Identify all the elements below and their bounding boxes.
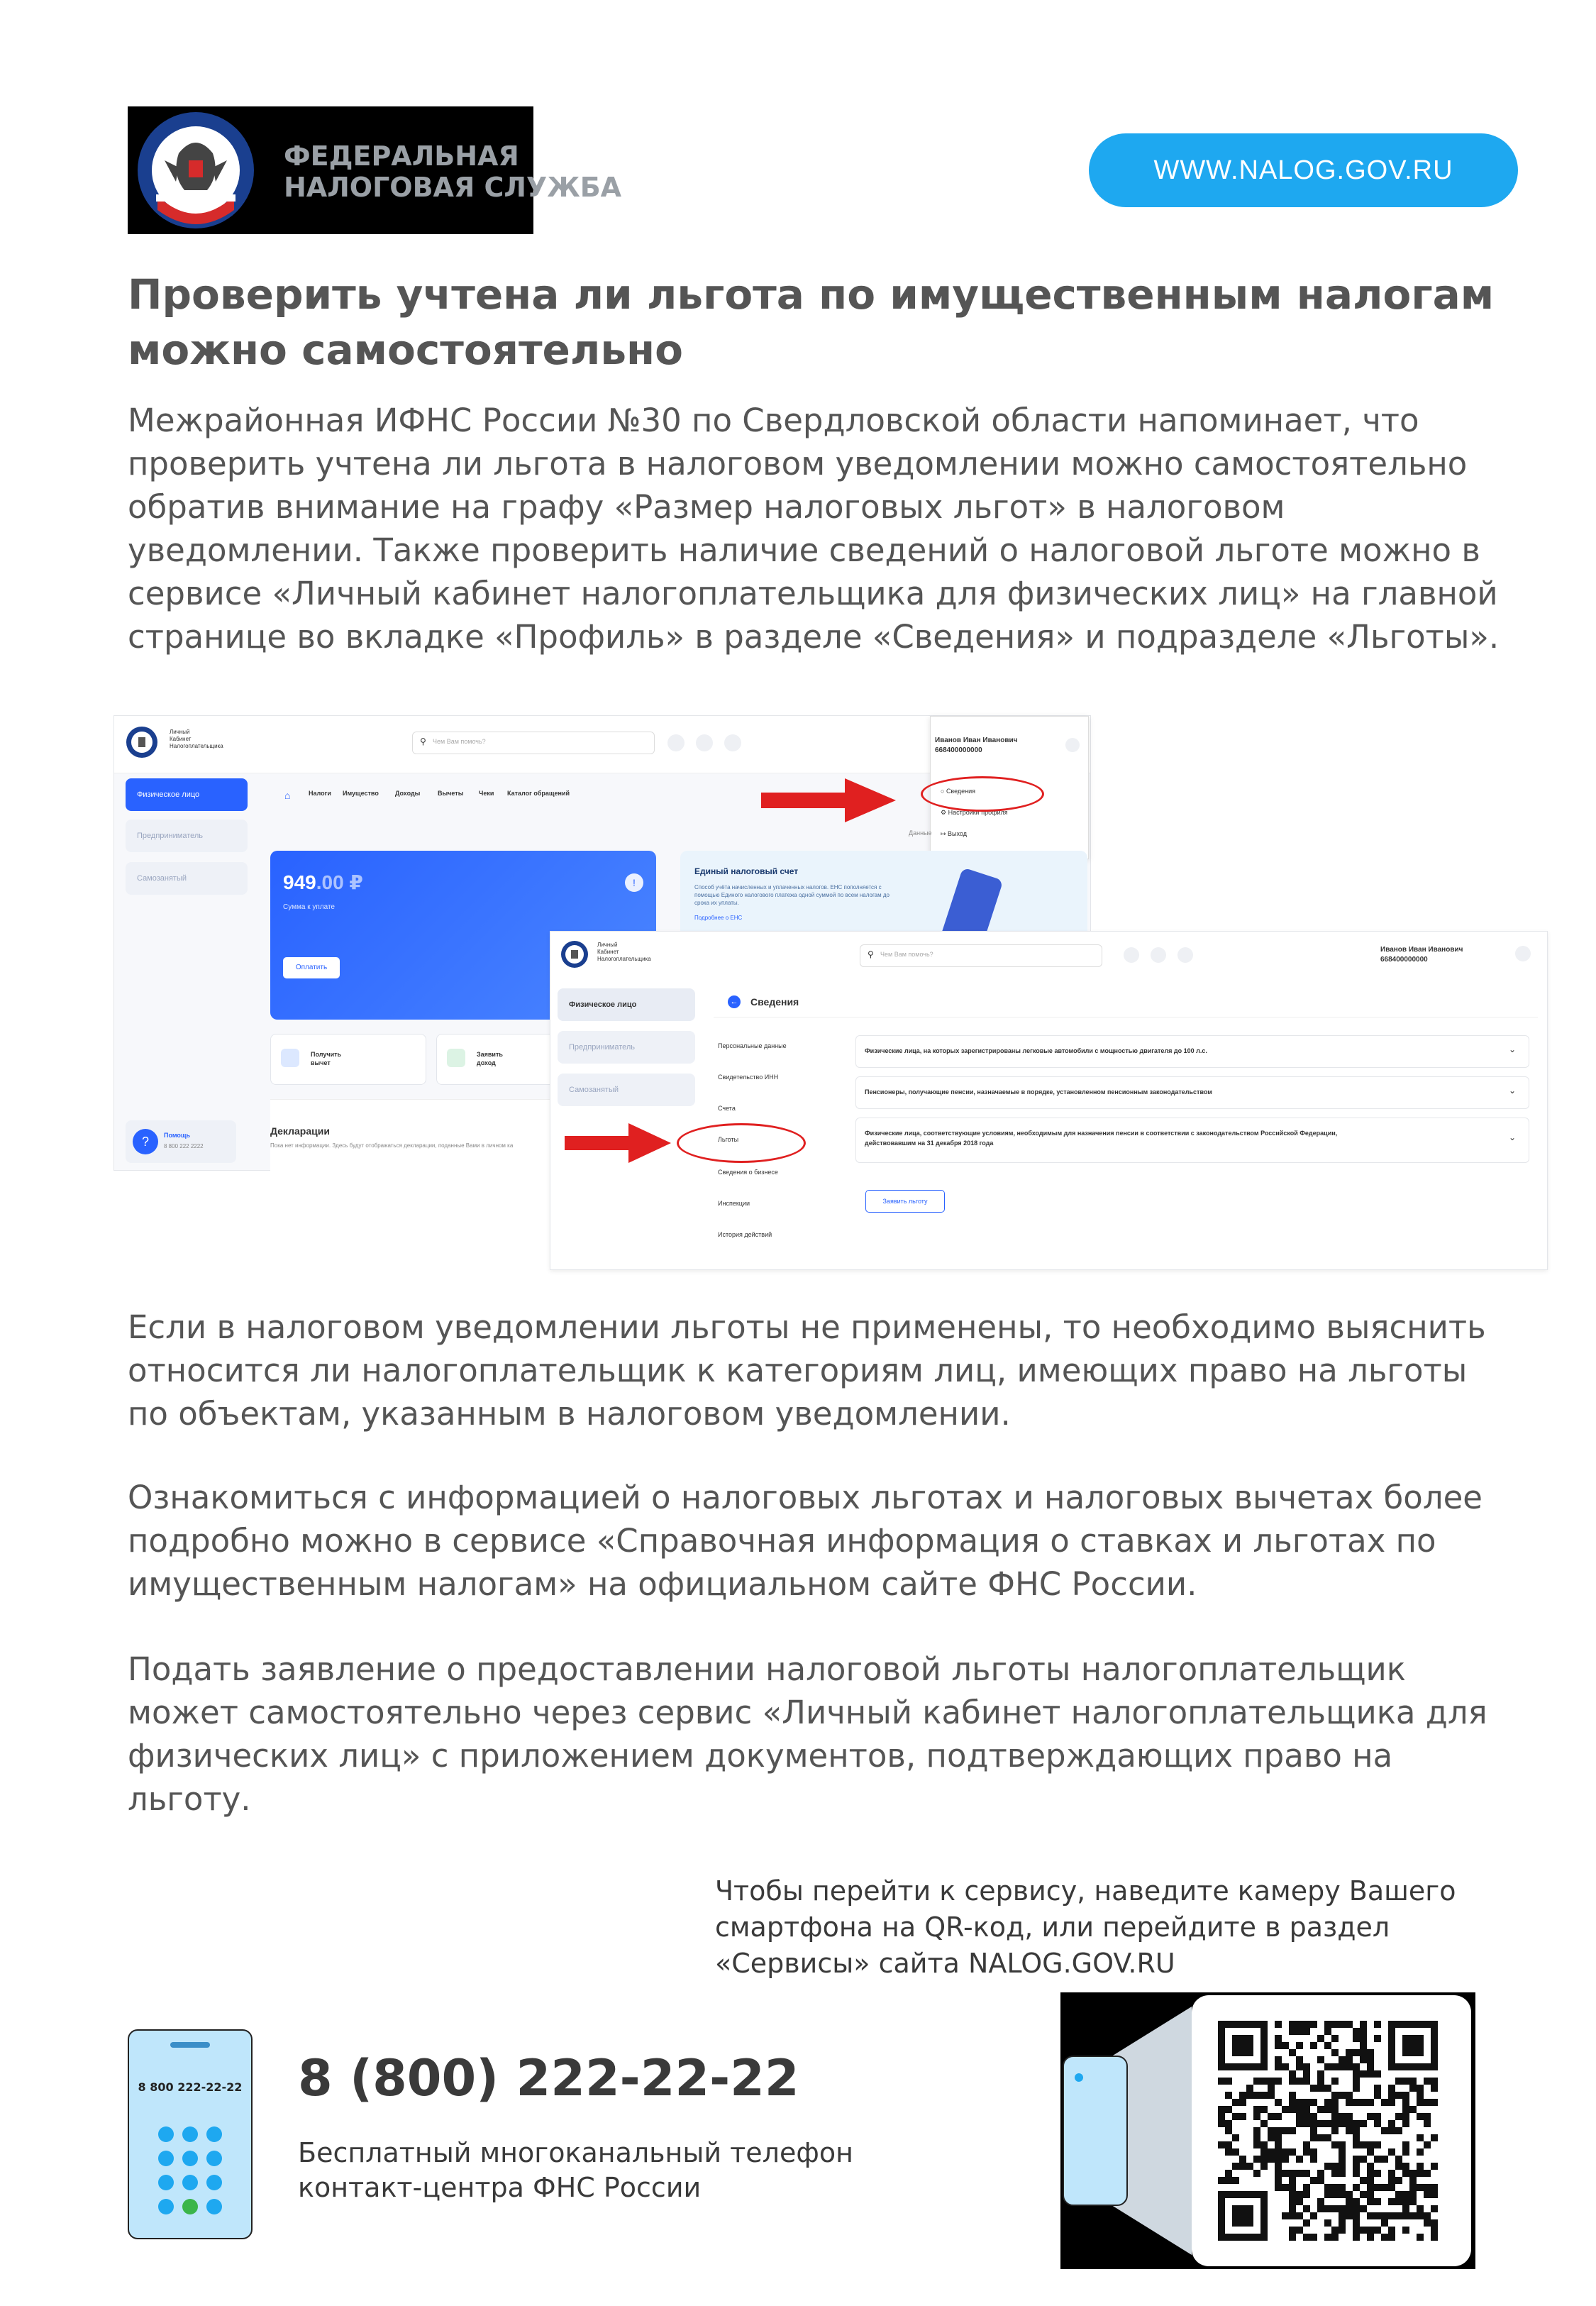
nav-item[interactable]: Доходы — [395, 790, 421, 797]
highlight-ellipse — [677, 1123, 806, 1163]
info-icon[interactable]: ! — [625, 873, 643, 892]
phone-icon — [128, 2029, 253, 2239]
mail-icon[interactable] — [1124, 947, 1139, 963]
balance-card: 949.00 ₽ Сумма к уплате ! Оплатить — [270, 851, 656, 1020]
apply-benefit-button[interactable]: Заявить льготу — [865, 1190, 945, 1213]
paragraph-not-applied: Если в налоговом уведомлении льготы не применены, то необходимо выяснить относится ли налогоплательщик к категориям лиц, имеющих право на льготы по объектам, указанным в налоговом уведомлении. — [128, 1308, 1486, 1433]
nav-item[interactable]: Имущество — [343, 790, 379, 797]
side-fiz-lico[interactable]: Физическое лицо — [558, 988, 695, 1021]
pay-button[interactable]: Оплатить — [283, 957, 340, 978]
benefit-row[interactable]: Физические лица, на которых зарегистрированы легковые автомобили с мощностью двигателя до 100 л.с. ⌄ — [855, 1035, 1529, 1068]
bulb-icon[interactable] — [724, 734, 741, 751]
subnav-item[interactable]: Персональные данные — [718, 1042, 787, 1049]
chevron-down-icon: ⌄ — [1509, 1132, 1517, 1142]
red-arrow-icon — [761, 778, 896, 822]
nav-item[interactable]: Чеки — [479, 790, 494, 797]
chevron-down-icon: ⌄ — [1509, 1044, 1517, 1054]
qr-block — [1060, 1992, 1475, 2269]
side-predprinimatel[interactable]: Предприниматель — [558, 1031, 695, 1064]
search-icon: ⚲ — [420, 737, 426, 746]
menu-item-logout[interactable]: ↦ Выход — [941, 830, 967, 837]
subnav-item[interactable]: История действий — [718, 1231, 772, 1238]
page-title: Проверить учтена ли льгота по имущественным налогам можно самостоятельно — [128, 270, 1495, 374]
ens-card: Единый налоговый счет Способ учёта начисленных и уплаченных налогов. ЕНС пополняется с помощью Единого налогового платежа одной суммой по всем налогам до срока их уплаты. Подробнее о ЕНС — [680, 851, 1087, 971]
paragraph-reference: Ознакомиться с информацией о налоговых льготах и налоговых вычетах более подробно можно в сервисе «Справочная информация о ставках и льготах по имущественным налогам» на официальном сайте ФНС России. — [128, 1479, 1483, 1603]
bulb-icon[interactable] — [1177, 947, 1193, 963]
subnav-item[interactable]: Счета — [718, 1105, 736, 1112]
side-fiz-lico[interactable]: Физическое лицо — [126, 778, 248, 811]
lk-emblem-icon — [126, 726, 158, 758]
mail-icon[interactable] — [667, 734, 685, 751]
logo-text-line2: НАЛОГОВАЯ СЛУЖБА — [284, 172, 622, 203]
user-icon[interactable] — [1515, 946, 1531, 961]
screenshot-lk-svedeniya: Личный Кабинет Налогоплательщика ⚲ Чем Вам помочь? Иванов Иван Иванович 668400000000 Физическое лицо Предприниматель Самозанятый ← Сведения Персональные данные Свидетельство ИНН Счета Льготы Сведения о бизнесе Инспекции История действий Физические лица, на которых зарегистрированы легковые автомобили с мощностью двигателя до 100 л.с. ⌄ Пенсионеры, получающие пенсии, назначаемые в порядке, установленном пенсионным законодательством ⌄ Физические лица, соответствующие условиям, необходимым для назначения пенсии в соответствии с законодательством Российской Федерации, действовавшим на 31 декабря 2018 года ⌄ Заявить льготу — [550, 931, 1548, 1270]
help-box[interactable]: ? Помощь 8 800 222 2222 — [126, 1120, 236, 1163]
qr-code-icon[interactable] — [1218, 2021, 1438, 2241]
fns-logo — [128, 106, 622, 234]
tile-declare-income[interactable]: Заявить доход — [436, 1034, 592, 1085]
logo-text-line1: ФЕДЕРАЛЬНАЯ — [284, 140, 519, 172]
side-samozanyatyi[interactable]: Самозанятый — [126, 862, 248, 895]
home-icon[interactable]: ⌂ — [284, 790, 291, 801]
phone-screen-number: 8 800 222-22-22 — [138, 2080, 243, 2094]
paragraph-intro: Межрайонная ИФНС России №30 по Свердловской области напоминает, что проверить учтена ли льгота в налоговом уведомлении можно самостоятельно обратив внимание на графу «Размер налоговых льгот» в налоговом уведомлении. Также проверить наличие сведений о налоговой льготе можно в сервисе «Личный кабинет налогоплательщика для физических лиц» на главной странице во вкладке «Профиль» в разделе «Сведения» и подразделе «Льготы». — [128, 402, 1500, 656]
menu-item-svedeniya[interactable]: ○ Сведения — [941, 788, 976, 795]
deduction-icon — [281, 1049, 299, 1067]
hotline-caption: Бесплатный многоканальный телефон контакт-центра ФНС России — [298, 2137, 853, 2203]
lk-brand: Личный Кабинет Налогоплательщика — [170, 729, 223, 749]
profile-dropdown: Иванов Иван Иванович 668400000000 ○ Сведения ⚙ Настройки профиля ↦ Выход — [930, 716, 1089, 859]
lk-search-input[interactable]: ⚲ Чем Вам помочь? — [412, 732, 655, 754]
red-arrow-icon — [565, 1123, 671, 1163]
subnav-item-lgoty[interactable]: Льготы — [718, 1136, 739, 1143]
help-icon: ? — [133, 1129, 158, 1154]
highlight-ellipse — [921, 776, 1044, 812]
qr-caption: Чтобы перейти к сервису, наведите камеру Вашего смартфона на QR-код, или перейдите в раздел «Сервисы» сайта NALOG.GOV.RU — [715, 1875, 1456, 1979]
user-icon[interactable] — [1065, 738, 1080, 752]
nav-item[interactable]: Вычеты — [438, 790, 464, 797]
lk-emblem-icon — [560, 940, 589, 969]
benefit-row[interactable]: Пенсионеры, получающие пенсии, назначаемые в порядке, установленном пенсионным законодательством ⌄ — [855, 1076, 1529, 1109]
nav-item[interactable]: Каталог обращений — [507, 790, 570, 797]
menu-item-settings[interactable]: ⚙ Настройки профиля — [941, 809, 1008, 816]
site-link-button[interactable]: WWW.NALOG.GOV.RU — [1089, 133, 1518, 207]
keypad-icon — [155, 2124, 226, 2218]
tile-get-deduction[interactable]: Получить вычет — [270, 1034, 426, 1085]
hotline-number[interactable]: 8 (800) 222-22-22 — [298, 2049, 799, 2107]
subnav-item[interactable]: Свидетельство ИНН — [718, 1074, 779, 1081]
subnav-item[interactable]: Инспекции — [718, 1200, 750, 1207]
benefit-row[interactable]: Физические лица, соответствующие условиям, необходимым для назначения пенсии в соответствии с законодательством Российской Федерации, действовавшим на 31 декабря 2018 года ⌄ — [855, 1118, 1529, 1163]
lk-brand: Личный Кабинет Налогоплательщика — [597, 942, 651, 962]
paragraph-apply: Подать заявление о предоставлении налоговой льготы налогоплательщик может самостоятельно через сервис «Личный кабинет налогоплательщика для физических лиц» с приложением документов, подтверждающих право на льготу. — [128, 1650, 1487, 1818]
eye-icon[interactable] — [1151, 947, 1166, 963]
section-header: ← Сведения — [714, 988, 1538, 1017]
income-icon — [447, 1049, 465, 1067]
lk-search-input[interactable]: ⚲ Чем Вам помочь? — [860, 944, 1102, 967]
eye-icon[interactable] — [696, 734, 713, 751]
subnav-item[interactable]: Сведения о бизнесе — [718, 1169, 778, 1176]
chevron-down-icon: ⌄ — [1509, 1086, 1517, 1096]
declarations-panel: Декларации Пока нет информации. Здесь будут отображаться декларации, поданные Вами в личном ка — [270, 1099, 667, 1178]
screenshot-lk-main: Личный Кабинет Налогоплательщика ⚲ Чем Вам помочь? Иванов Иван Иванович 668400000000 ○ Сведения ⚙ Настройки профиля ↦ Выход Физическое лицо Предприниматель Самозанятый ⌂ Налоги Имущество Доходы Вычеты Чеки Каталог обращений Данные 949.00 ₽ Сумма к уплате ! Оплатить Единый налоговый счет Способ учёта начисленных и уплаченных налогов. ЕНС пополняется с помощью Единого налогового платежа одной суммой по всем налогам до срока их уплаты. Подробнее о ЕНС Получить вычет Заявить доход Декларации Пока нет информации. Здесь будут отображаться декларации, поданные Вами в личном ка ? Помощь 8 800 222 2222 — [113, 715, 1091, 1171]
side-samozanyatyi[interactable]: Самозанятый — [558, 1074, 695, 1106]
balance-amount: 949.00 ₽ — [283, 871, 363, 893]
side-predprinimatel[interactable]: Предприниматель — [126, 820, 248, 852]
fns-emblem-icon — [136, 111, 255, 230]
back-icon[interactable]: ← — [728, 995, 741, 1008]
nav-item[interactable]: Налоги — [309, 790, 331, 797]
search-icon: ⚲ — [868, 949, 874, 959]
